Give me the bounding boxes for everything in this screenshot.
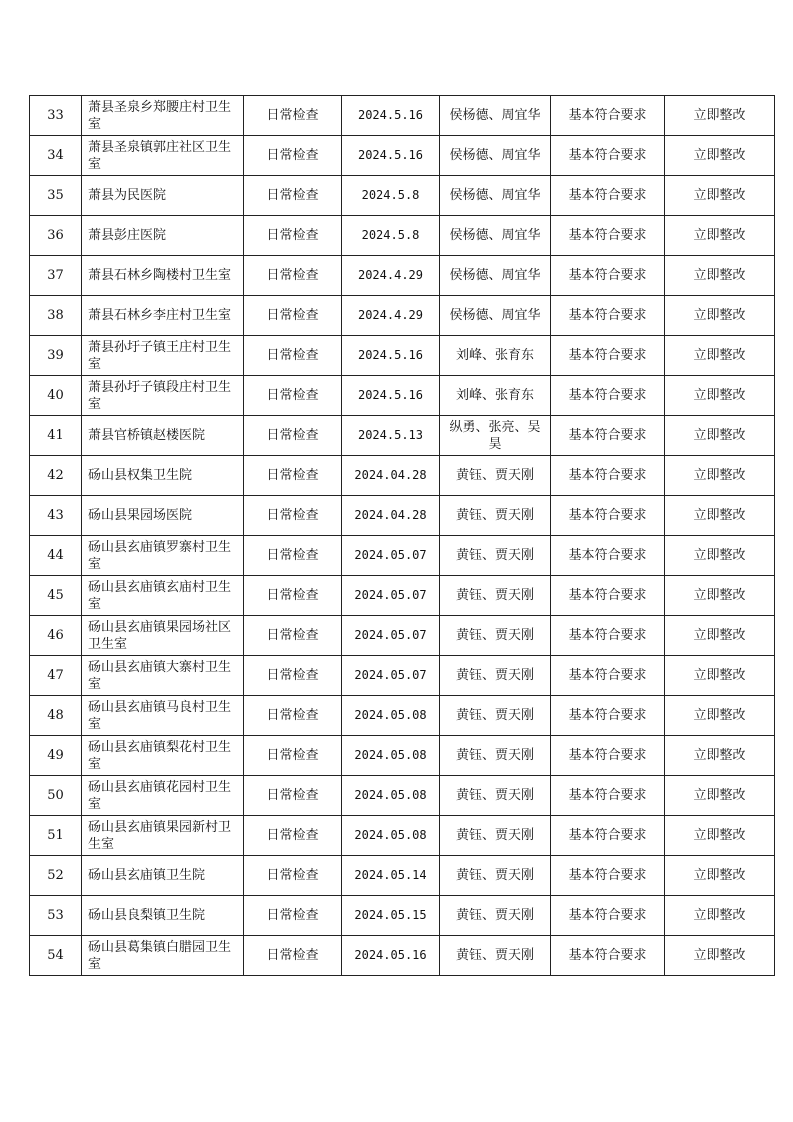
- action-cell: 立即整改: [665, 376, 775, 416]
- action-cell: 立即整改: [665, 936, 775, 976]
- action-cell: 立即整改: [665, 856, 775, 896]
- result-cell: 基本符合要求: [551, 496, 665, 536]
- inspection-type-cell: 日常检查: [244, 616, 342, 656]
- inspectors-cell: 黄钰、贾天刚: [440, 896, 551, 936]
- inspectors-cell: 黄钰、贾天刚: [440, 736, 551, 776]
- table-row: [30, 96, 775, 136]
- inspection-type-cell: 日常检查: [244, 576, 342, 616]
- result-cell: 基本符合要求: [551, 776, 665, 816]
- table-row: [30, 416, 775, 456]
- inspection-type-cell: 日常检查: [244, 496, 342, 536]
- inspection-date-cell: 2024.05.08: [342, 736, 440, 776]
- action-cell: 立即整改: [665, 336, 775, 376]
- facility-name-cell: 萧县彭庄医院: [82, 216, 244, 256]
- inspection-type-cell: 日常检查: [244, 816, 342, 856]
- inspectors-cell: 黄钰、贾天刚: [440, 536, 551, 576]
- inspection-type-cell: 日常检查: [244, 336, 342, 376]
- inspection-date-cell: 2024.05.16: [342, 936, 440, 976]
- row-number-cell: 33: [30, 96, 82, 136]
- inspection-date-cell: 2024.05.08: [342, 696, 440, 736]
- action-cell: 立即整改: [665, 656, 775, 696]
- action-cell: 立即整改: [665, 456, 775, 496]
- action-cell: 立即整改: [665, 536, 775, 576]
- inspectors-cell: 黄钰、贾天刚: [440, 936, 551, 976]
- row-number-cell: 47: [30, 656, 82, 696]
- action-cell: 立即整改: [665, 896, 775, 936]
- inspection-type-cell: 日常检查: [244, 696, 342, 736]
- inspection-date-cell: 2024.5.16: [342, 336, 440, 376]
- row-number-cell: 54: [30, 936, 82, 976]
- inspectors-cell: 刘峰、张育东: [440, 376, 551, 416]
- result-cell: 基本符合要求: [551, 816, 665, 856]
- action-cell: 立即整改: [665, 256, 775, 296]
- action-cell: 立即整改: [665, 296, 775, 336]
- inspection-date-cell: 2024.5.8: [342, 176, 440, 216]
- result-cell: 基本符合要求: [551, 576, 665, 616]
- facility-name-cell: 砀山县玄庙镇梨花村卫生室: [82, 736, 244, 776]
- row-number-cell: 53: [30, 896, 82, 936]
- row-number-cell: 44: [30, 536, 82, 576]
- row-number-cell: 51: [30, 816, 82, 856]
- table-row: [30, 896, 775, 936]
- table-body: [30, 96, 775, 976]
- inspection-date-cell: 2024.05.08: [342, 816, 440, 856]
- table-row: [30, 696, 775, 736]
- inspection-date-cell: 2024.5.16: [342, 96, 440, 136]
- table-row: [30, 176, 775, 216]
- inspection-type-cell: 日常检查: [244, 896, 342, 936]
- inspection-type-cell: 日常检查: [244, 376, 342, 416]
- inspection-type-cell: 日常检查: [244, 856, 342, 896]
- table-row: [30, 856, 775, 896]
- facility-name-cell: 砀山县权集卫生院: [82, 456, 244, 496]
- row-number-cell: 42: [30, 456, 82, 496]
- result-cell: 基本符合要求: [551, 336, 665, 376]
- result-cell: 基本符合要求: [551, 856, 665, 896]
- inspection-table: [29, 95, 775, 976]
- inspection-type-cell: 日常检查: [244, 136, 342, 176]
- inspectors-cell: 黄钰、贾天刚: [440, 616, 551, 656]
- facility-name-cell: 萧县官桥镇赵楼医院: [82, 416, 244, 456]
- inspection-date-cell: 2024.05.07: [342, 576, 440, 616]
- inspection-type-cell: 日常检查: [244, 656, 342, 696]
- row-number-cell: 49: [30, 736, 82, 776]
- inspection-type-cell: 日常检查: [244, 256, 342, 296]
- inspectors-cell: 侯杨德、周宜华: [440, 216, 551, 256]
- result-cell: 基本符合要求: [551, 176, 665, 216]
- inspection-date-cell: 2024.05.15: [342, 896, 440, 936]
- table-row: [30, 136, 775, 176]
- result-cell: 基本符合要求: [551, 616, 665, 656]
- result-cell: 基本符合要求: [551, 936, 665, 976]
- row-number-cell: 39: [30, 336, 82, 376]
- inspection-date-cell: 2024.5.13: [342, 416, 440, 456]
- inspectors-cell: 黄钰、贾天刚: [440, 456, 551, 496]
- result-cell: 基本符合要求: [551, 216, 665, 256]
- inspection-date-cell: 2024.05.07: [342, 656, 440, 696]
- inspection-type-cell: 日常检查: [244, 536, 342, 576]
- facility-name-cell: 砀山县良梨镇卫生院: [82, 896, 244, 936]
- inspectors-cell: 黄钰、贾天刚: [440, 496, 551, 536]
- facility-name-cell: 砀山县葛集镇白腊园卫生室: [82, 936, 244, 976]
- inspection-date-cell: 2024.5.8: [342, 216, 440, 256]
- inspection-type-cell: 日常检查: [244, 456, 342, 496]
- result-cell: 基本符合要求: [551, 136, 665, 176]
- inspection-type-cell: 日常检查: [244, 296, 342, 336]
- inspectors-cell: 黄钰、贾天刚: [440, 656, 551, 696]
- row-number-cell: 43: [30, 496, 82, 536]
- inspection-date-cell: 2024.05.14: [342, 856, 440, 896]
- inspection-date-cell: 2024.05.08: [342, 776, 440, 816]
- inspection-type-cell: 日常检查: [244, 416, 342, 456]
- result-cell: 基本符合要求: [551, 696, 665, 736]
- row-number-cell: 35: [30, 176, 82, 216]
- result-cell: 基本符合要求: [551, 896, 665, 936]
- table-row: [30, 376, 775, 416]
- table-row: [30, 496, 775, 536]
- result-cell: 基本符合要求: [551, 256, 665, 296]
- action-cell: 立即整改: [665, 736, 775, 776]
- facility-name-cell: 砀山县玄庙镇大寨村卫生室: [82, 656, 244, 696]
- action-cell: 立即整改: [665, 96, 775, 136]
- action-cell: 立即整改: [665, 416, 775, 456]
- inspection-type-cell: 日常检查: [244, 736, 342, 776]
- facility-name-cell: 砀山县玄庙镇卫生院: [82, 856, 244, 896]
- inspection-date-cell: 2024.5.16: [342, 376, 440, 416]
- table-row: [30, 936, 775, 976]
- table-row: [30, 776, 775, 816]
- facility-name-cell: 萧县孙圩子镇段庄村卫生室: [82, 376, 244, 416]
- inspection-type-cell: 日常检查: [244, 216, 342, 256]
- table-row: [30, 656, 775, 696]
- inspection-date-cell: 2024.4.29: [342, 256, 440, 296]
- action-cell: 立即整改: [665, 576, 775, 616]
- facility-name-cell: 砀山县玄庙镇花园村卫生室: [82, 776, 244, 816]
- table-row: [30, 456, 775, 496]
- result-cell: 基本符合要求: [551, 96, 665, 136]
- action-cell: 立即整改: [665, 816, 775, 856]
- inspectors-cell: 黄钰、贾天刚: [440, 856, 551, 896]
- facility-name-cell: 砀山县果园场医院: [82, 496, 244, 536]
- facility-name-cell: 萧县石林乡李庄村卫生室: [82, 296, 244, 336]
- action-cell: 立即整改: [665, 616, 775, 656]
- table-row: [30, 336, 775, 376]
- inspectors-cell: 黄钰、贾天刚: [440, 576, 551, 616]
- row-number-cell: 45: [30, 576, 82, 616]
- facility-name-cell: 砀山县玄庙镇玄庙村卫生室: [82, 576, 244, 616]
- inspection-date-cell: 2024.5.16: [342, 136, 440, 176]
- inspection-type-cell: 日常检查: [244, 936, 342, 976]
- row-number-cell: 52: [30, 856, 82, 896]
- facility-name-cell: 萧县为民医院: [82, 176, 244, 216]
- table-row: [30, 576, 775, 616]
- row-number-cell: 38: [30, 296, 82, 336]
- action-cell: 立即整改: [665, 136, 775, 176]
- action-cell: 立即整改: [665, 216, 775, 256]
- inspectors-cell: 侯杨德、周宜华: [440, 96, 551, 136]
- result-cell: 基本符合要求: [551, 536, 665, 576]
- facility-name-cell: 砀山县玄庙镇果园场社区卫生室: [82, 616, 244, 656]
- action-cell: 立即整改: [665, 696, 775, 736]
- inspection-type-cell: 日常检查: [244, 776, 342, 816]
- inspection-date-cell: 2024.05.07: [342, 536, 440, 576]
- facility-name-cell: 萧县孙圩子镇王庄村卫生室: [82, 336, 244, 376]
- inspectors-cell: 黄钰、贾天刚: [440, 696, 551, 736]
- row-number-cell: 46: [30, 616, 82, 656]
- result-cell: 基本符合要求: [551, 656, 665, 696]
- inspectors-cell: 侯杨德、周宜华: [440, 136, 551, 176]
- facility-name-cell: 萧县圣泉镇郭庄社区卫生室: [82, 136, 244, 176]
- inspection-type-cell: 日常检查: [244, 96, 342, 136]
- inspection-type-cell: 日常检查: [244, 176, 342, 216]
- facility-name-cell: 砀山县玄庙镇罗寨村卫生室: [82, 536, 244, 576]
- inspection-date-cell: 2024.05.07: [342, 616, 440, 656]
- row-number-cell: 36: [30, 216, 82, 256]
- row-number-cell: 34: [30, 136, 82, 176]
- inspectors-cell: 侯杨德、周宜华: [440, 256, 551, 296]
- inspection-date-cell: 2024.04.28: [342, 456, 440, 496]
- inspectors-cell: 侯杨德、周宜华: [440, 296, 551, 336]
- result-cell: 基本符合要求: [551, 416, 665, 456]
- inspectors-cell: 侯杨德、周宜华: [440, 176, 551, 216]
- result-cell: 基本符合要求: [551, 376, 665, 416]
- row-number-cell: 40: [30, 376, 82, 416]
- table-row: [30, 256, 775, 296]
- row-number-cell: 50: [30, 776, 82, 816]
- facility-name-cell: 砀山县玄庙镇马良村卫生室: [82, 696, 244, 736]
- facility-name-cell: 萧县石林乡陶楼村卫生室: [82, 256, 244, 296]
- action-cell: 立即整改: [665, 496, 775, 536]
- inspectors-cell: 黄钰、贾天刚: [440, 776, 551, 816]
- table-row: [30, 296, 775, 336]
- table-row: [30, 736, 775, 776]
- result-cell: 基本符合要求: [551, 736, 665, 776]
- action-cell: 立即整改: [665, 776, 775, 816]
- inspection-date-cell: 2024.4.29: [342, 296, 440, 336]
- action-cell: 立即整改: [665, 176, 775, 216]
- inspectors-cell: 刘峰、张育东: [440, 336, 551, 376]
- row-number-cell: 48: [30, 696, 82, 736]
- result-cell: 基本符合要求: [551, 456, 665, 496]
- table-row: [30, 536, 775, 576]
- result-cell: 基本符合要求: [551, 296, 665, 336]
- table-row: [30, 216, 775, 256]
- table-row: [30, 616, 775, 656]
- facility-name-cell: 萧县圣泉乡郑腰庄村卫生室: [82, 96, 244, 136]
- facility-name-cell: 砀山县玄庙镇果园新村卫生室: [82, 816, 244, 856]
- table-row: [30, 816, 775, 856]
- row-number-cell: 41: [30, 416, 82, 456]
- inspectors-cell: 纵勇、张亮、吴昊: [440, 416, 551, 456]
- inspectors-cell: 黄钰、贾天刚: [440, 816, 551, 856]
- inspection-date-cell: 2024.04.28: [342, 496, 440, 536]
- row-number-cell: 37: [30, 256, 82, 296]
